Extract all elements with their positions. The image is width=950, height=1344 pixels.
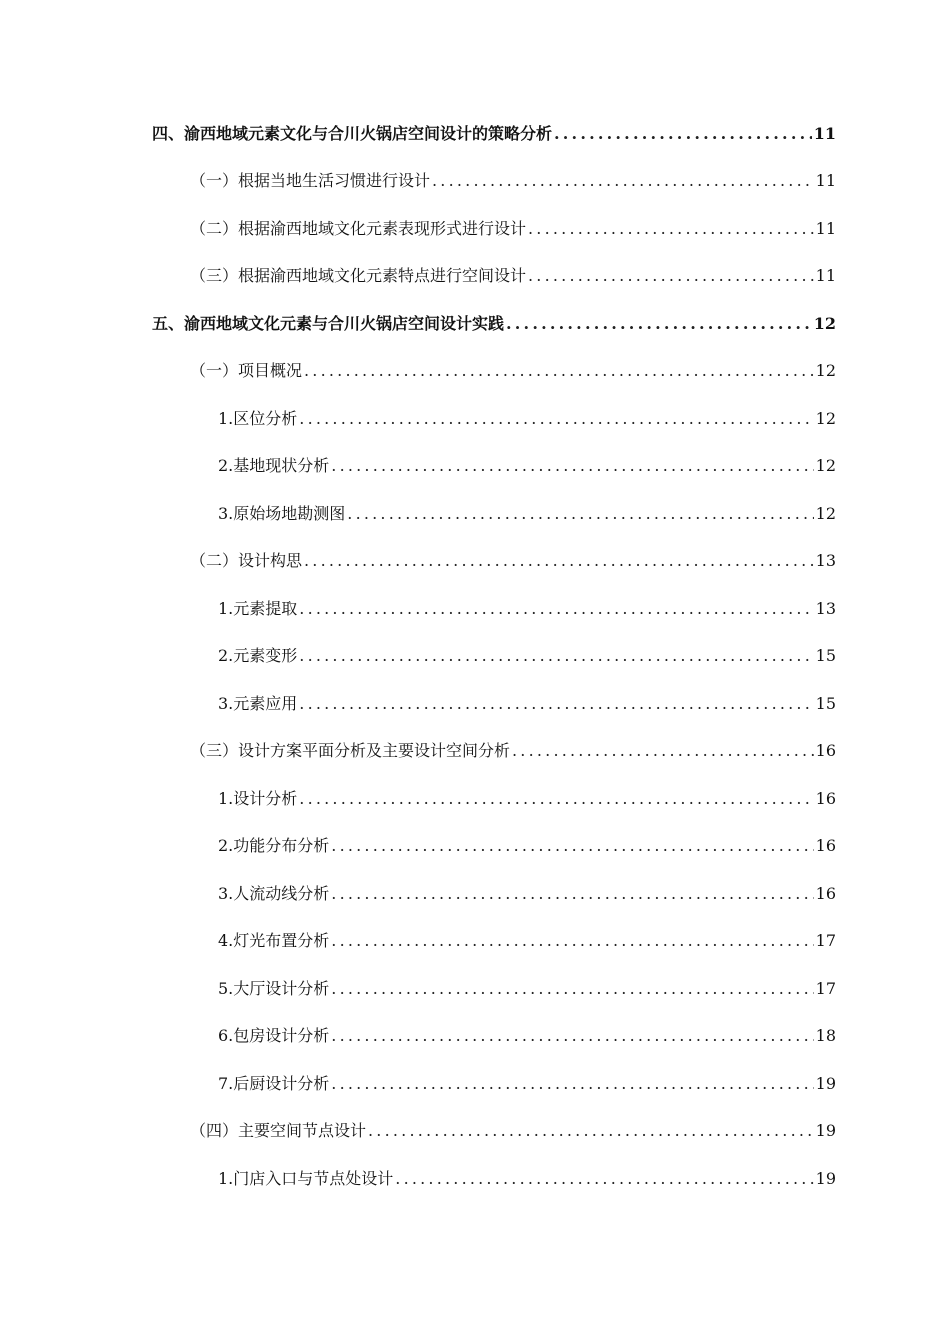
toc-page-number: 19 bbox=[815, 1073, 836, 1093]
dot-leader bbox=[331, 931, 813, 951]
toc-entry[interactable] bbox=[0, 823, 950, 871]
toc-page-number: 16 bbox=[815, 883, 836, 903]
toc-entry[interactable] bbox=[0, 1060, 950, 1108]
toc-entry-title: 3.元素应用 bbox=[218, 693, 298, 713]
toc-entry-title: 1.元素提取 bbox=[218, 598, 298, 618]
table-of-contents bbox=[0, 110, 950, 1203]
toc-entry[interactable] bbox=[0, 918, 950, 966]
toc-entry[interactable] bbox=[0, 443, 950, 491]
toc-entry[interactable] bbox=[0, 1108, 950, 1156]
toc-entry[interactable] bbox=[0, 775, 950, 823]
toc-entry[interactable] bbox=[0, 680, 950, 728]
toc-entry-title: 6.包房设计分析 bbox=[218, 1026, 330, 1046]
toc-entry[interactable] bbox=[0, 110, 950, 158]
toc-page-number: 12 bbox=[815, 361, 836, 381]
toc-entry-title: （一）项目概况 bbox=[190, 361, 303, 381]
toc-entry-title: 7.后厨设计分析 bbox=[218, 1073, 330, 1093]
dot-leader bbox=[347, 504, 813, 524]
toc-entry[interactable] bbox=[0, 395, 950, 443]
dot-leader bbox=[331, 456, 813, 476]
toc-page-number: 16 bbox=[815, 836, 836, 856]
toc-page-number: 19 bbox=[815, 1121, 836, 1141]
toc-entry[interactable] bbox=[0, 490, 950, 538]
dot-leader bbox=[304, 551, 814, 571]
toc-page-number: 19 bbox=[815, 1168, 836, 1188]
toc-page-number: 11 bbox=[815, 266, 836, 286]
toc-page-number: 15 bbox=[815, 693, 836, 713]
toc-page-number: 12 bbox=[815, 456, 836, 476]
toc-page-number: 11 bbox=[815, 218, 836, 238]
toc-entry-title: 四、渝西地域元素文化与合川火锅店空间设计的策略分析 bbox=[152, 123, 553, 143]
toc-page-number: 12 bbox=[813, 313, 836, 333]
dot-leader bbox=[331, 836, 813, 856]
dot-leader bbox=[304, 361, 814, 381]
toc-entry-title: （二）设计构思 bbox=[190, 551, 303, 571]
toc-page-number: 18 bbox=[815, 1026, 836, 1046]
dot-leader bbox=[554, 124, 812, 144]
dot-leader bbox=[512, 741, 814, 761]
toc-entry-title: 1.设计分析 bbox=[218, 788, 298, 808]
toc-entry-title: 1.区位分析 bbox=[218, 408, 298, 428]
toc-entry[interactable] bbox=[0, 1013, 950, 1061]
toc-entry-title: （一）根据当地生活习惯进行设计 bbox=[190, 171, 431, 191]
toc-entry[interactable] bbox=[0, 870, 950, 918]
dot-leader bbox=[299, 694, 813, 714]
dot-leader bbox=[432, 171, 814, 191]
toc-page-number: 13 bbox=[815, 551, 836, 571]
toc-entry[interactable] bbox=[0, 158, 950, 206]
toc-entry[interactable] bbox=[0, 965, 950, 1013]
toc-entry[interactable] bbox=[0, 253, 950, 301]
dot-leader bbox=[395, 1169, 813, 1189]
dot-leader bbox=[299, 409, 813, 429]
toc-entry-title: （三）设计方案平面分析及主要设计空间分析 bbox=[190, 741, 511, 761]
toc-page-number: 12 bbox=[815, 503, 836, 523]
dot-leader bbox=[331, 1074, 813, 1094]
toc-entry-title: 2.功能分布分析 bbox=[218, 836, 330, 856]
dot-leader bbox=[299, 789, 813, 809]
toc-entry[interactable] bbox=[0, 205, 950, 253]
toc-page-number: 15 bbox=[815, 646, 836, 666]
dot-leader bbox=[331, 884, 813, 904]
toc-entry-title: 3.人流动线分析 bbox=[218, 883, 330, 903]
toc-entry[interactable] bbox=[0, 538, 950, 586]
dot-leader bbox=[299, 599, 813, 619]
dot-leader bbox=[331, 1026, 813, 1046]
toc-page-number: 16 bbox=[815, 741, 836, 761]
dot-leader bbox=[528, 266, 814, 286]
toc-entry[interactable] bbox=[0, 1155, 950, 1203]
toc-page-number: 11 bbox=[815, 171, 836, 191]
toc-entry-title: 五、渝西地域文化元素与合川火锅店空间设计实践 bbox=[152, 313, 505, 333]
toc-entry[interactable] bbox=[0, 300, 950, 348]
toc-entry[interactable] bbox=[0, 585, 950, 633]
toc-entry-title: （二）根据渝西地域文化元素表现形式进行设计 bbox=[190, 218, 527, 238]
toc-entry-title: 5.大厅设计分析 bbox=[218, 978, 330, 998]
toc-page-number: 12 bbox=[815, 408, 836, 428]
toc-entry-title: 1.门店入口与节点处设计 bbox=[218, 1168, 394, 1188]
dot-leader bbox=[368, 1121, 814, 1141]
toc-entry-title: 2.基地现状分析 bbox=[218, 456, 330, 476]
toc-page-number: 13 bbox=[815, 598, 836, 618]
toc-entry-title: 4.灯光布置分析 bbox=[218, 931, 330, 951]
toc-entry-title: （四）主要空间节点设计 bbox=[190, 1121, 367, 1141]
toc-entry[interactable] bbox=[0, 348, 950, 396]
dot-leader bbox=[299, 646, 813, 666]
toc-entry[interactable] bbox=[0, 633, 950, 681]
dot-leader bbox=[528, 219, 814, 239]
toc-page-number: 17 bbox=[815, 978, 836, 998]
dot-leader bbox=[506, 314, 812, 334]
toc-entry-title: 3.原始场地勘测图 bbox=[218, 503, 346, 523]
dot-leader bbox=[331, 979, 813, 999]
toc-page-number: 11 bbox=[813, 123, 836, 143]
toc-entry-title: （三）根据渝西地域文化元素特点进行空间设计 bbox=[190, 266, 527, 286]
toc-page-number: 16 bbox=[815, 788, 836, 808]
toc-entry-title: 2.元素变形 bbox=[218, 646, 298, 666]
toc-page-number: 17 bbox=[815, 931, 836, 951]
toc-entry[interactable] bbox=[0, 728, 950, 776]
